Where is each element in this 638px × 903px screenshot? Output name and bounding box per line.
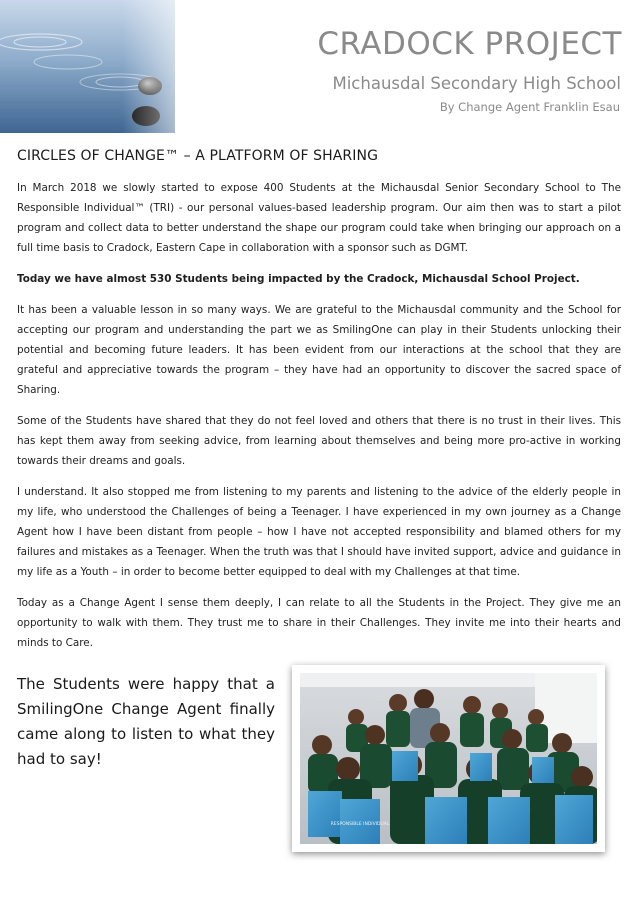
paragraph-change-agent: Today as a Change Agent I sense them deeply, I can relate to all the Students in the Project. They give me an opportunity to walk with them. They trust me to share in their Challenges. They invite me into their hearts and minds to Care. (17, 597, 621, 649)
pull-quote: The Students were happy that a SmilingOne Change Agent finally came along to listen to what they had to say! (17, 675, 275, 768)
section-heading: CIRCLES OF CHANGE™ – A PLATFORM OF SHARING (17, 148, 379, 164)
school-subtitle: Michausdal Secondary High School (332, 74, 621, 93)
paragraph-personal-story: I understand. It also stopped me from listening to my parents and listening to the advice of the elderly people in my life, who understood the Challenges of being a Teenager. I have experienced in my own journey as a Change Agent how I have been distant from people – how I have not accepted responsibility and blamed others for my failures and mistakes as a Teenager. When the truth was that I should have invited support, advice and guidance in my life as a Youth – in order to become better equipped to deal with my Challenges at that time. (17, 486, 621, 578)
author-byline: By Change Agent Franklin Esau (439, 100, 620, 114)
paragraph-students-shared: Some of the Students have shared that they do not feel loved and others that there is no trust in their lives. This has kept them away from seeking advice, from learning about themselves and being more pro-active in working towards their dreams and goals. (17, 415, 621, 467)
page-title: CRADOCK PROJECT (317, 26, 622, 62)
book-cover-label: RESPONSIBLE INDIVIDUAL (330, 822, 390, 827)
article-body (17, 148, 621, 664)
students-photo-frame (292, 665, 605, 852)
header-stones-image (0, 0, 175, 133)
students-group-photo (300, 673, 597, 844)
zen-stones-illustration (0, 0, 175, 133)
paragraph-intro: In March 2018 we slowly started to expose 400 Students at the Michausdal Senior Secondary School to The Responsible Individual™ (TRI) - our personal values-based leadership program. Our aim then was to start a pilot program and collect data to better understand the shape our program could take when bringing our approach on a full time basis to Cradock, Eastern Cape in collaboration with a sponsor such as DGMT. (17, 182, 621, 254)
paragraph-lesson: It has been a valuable lesson in so many ways. We are grateful to the Michausdal community and the School for accepting our program and understanding the part we as SmilingOne can play in their Students unlocking their potential and becoming future leaders. It has been evident from our interactions at the school that they are grateful and appreciative towards the program – they have had an opportunity to discover the sacred space of Sharing. (17, 304, 621, 396)
paragraph-highlight: Today we have almost 530 Students being impacted by the Cradock, Michausdal School Project. (17, 273, 580, 285)
